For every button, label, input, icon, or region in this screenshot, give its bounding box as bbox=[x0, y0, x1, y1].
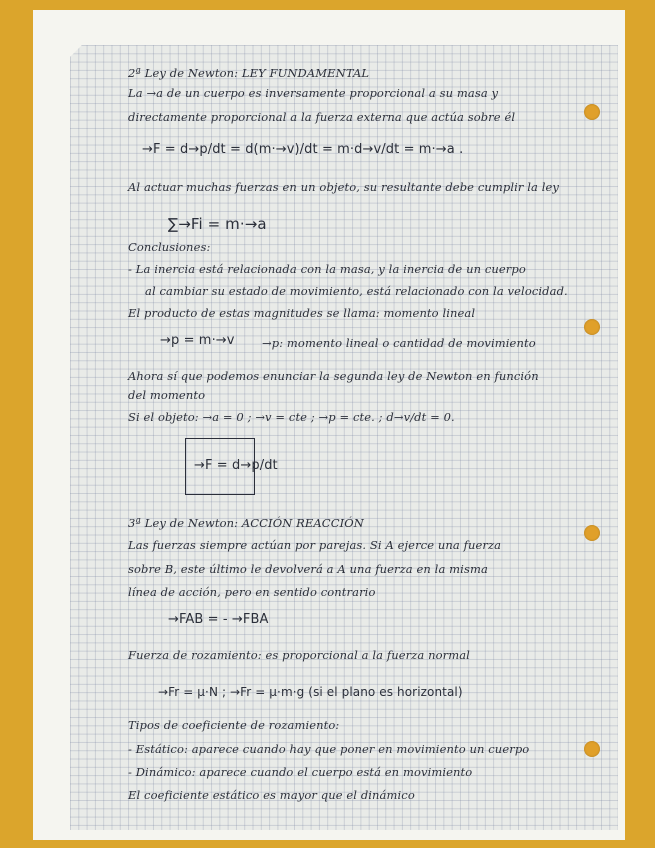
binder-hole bbox=[584, 741, 600, 757]
note-line: directamente proporcional a la fuerza externa que actúa sobre él bbox=[128, 110, 516, 124]
note-line: - Dinámico: aparece cuando el cuerpo está en movimiento bbox=[128, 765, 473, 779]
note-line: sobre B, este último le devolverá a A una fuerza en la misma bbox=[128, 562, 488, 576]
boxed-equation: →F = d→p/dt bbox=[194, 458, 278, 473]
equation: →Fr = μ·N ; →Fr = μ·m·g (si el plano es horizontal) bbox=[158, 685, 463, 699]
binder-hole bbox=[584, 319, 600, 335]
section3-title: 3ª Ley de Newton: ACCIÓN REACCIÓN bbox=[128, 516, 364, 530]
note-line: - La inercia está relacionada con la masa, y la inercia de un cuerpo bbox=[128, 262, 526, 276]
binder-hole bbox=[584, 525, 600, 541]
note-line: al cambiar su estado de movimiento, está relacionado con la velocidad. bbox=[145, 284, 568, 298]
equation: ∑→Fi = m·→a bbox=[168, 215, 267, 233]
note-line: →p: momento lineal o cantidad de movimiento bbox=[262, 336, 536, 350]
equation: →FAB = - →FBA bbox=[168, 612, 269, 627]
note-line: del momento bbox=[128, 388, 206, 402]
note-line: - Estático: aparece cuando hay que poner en movimiento un cuerpo bbox=[128, 742, 530, 756]
note-line: Al actuar muchas fuerzas en un objeto, su resultante debe cumplir la ley bbox=[128, 180, 560, 194]
note-line: línea de acción, pero en sentido contrario bbox=[128, 585, 376, 599]
section2-title: 2ª Ley de Newton: LEY FUNDAMENTAL bbox=[128, 66, 370, 80]
note-line: Fuerza de rozamiento: es proporcional a la fuerza normal bbox=[128, 648, 470, 662]
notebook-page bbox=[70, 45, 618, 830]
note-line: Si el objeto: →a = 0 ; →v = cte ; →p = cte. ; d→v/dt = 0. bbox=[128, 410, 455, 424]
background-right bbox=[625, 0, 655, 848]
conclusions-label: Conclusiones: bbox=[128, 240, 211, 254]
equation: →F = d→p/dt = d(m·→v)/dt = m·d→v/dt = m·→a . bbox=[142, 142, 464, 157]
note-line: Las fuerzas siempre actúan por parejas. Si A ejerce una fuerza bbox=[128, 538, 502, 552]
background-top bbox=[0, 0, 655, 10]
equation: →p = m·→v bbox=[160, 333, 235, 348]
note-line: El producto de estas magnitudes se llama: momento lineal bbox=[128, 306, 476, 320]
note-line: La →a de un cuerpo es inversamente proporcional a su masa y bbox=[128, 86, 499, 100]
note-line: Tipos de coeficiente de rozamiento: bbox=[128, 718, 340, 732]
note-line: El coeficiente estático es mayor que el dinámico bbox=[128, 788, 415, 802]
background-left bbox=[0, 0, 33, 848]
background-bottom bbox=[0, 840, 655, 848]
binder-hole bbox=[584, 104, 600, 120]
note-line: Ahora sí que podemos enunciar la segunda ley de Newton en función bbox=[128, 369, 539, 383]
